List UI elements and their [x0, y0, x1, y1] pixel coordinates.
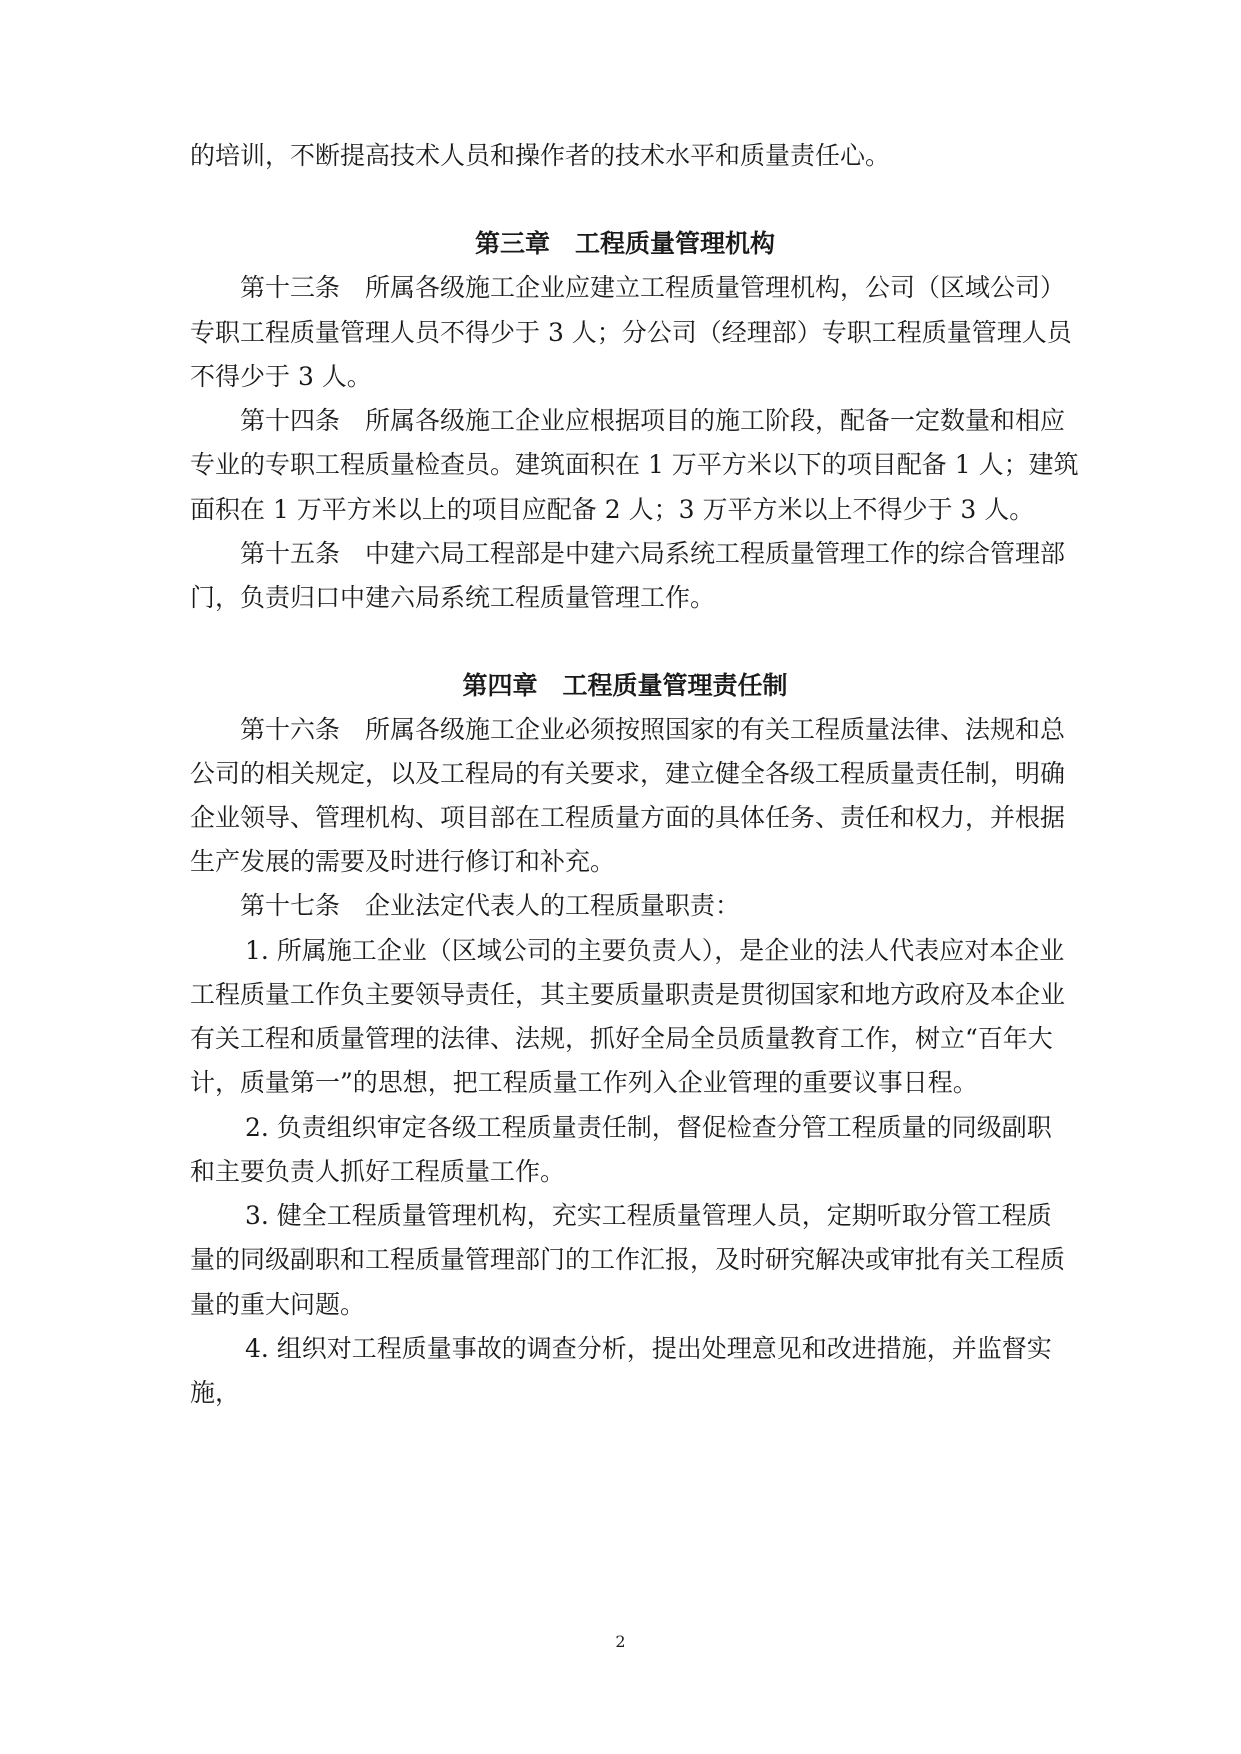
- article-14-line-3: 面积在 1 万平方米以上的项目应配备 2 人；3 万平方米以上不得少于 3 人。: [190, 495, 1035, 524]
- page-number: 2: [615, 1632, 626, 1651]
- article-14-line-1: 第十四条 所属各级施工企业应根据项目的施工阶段，配备一定数量和相应: [240, 406, 1066, 435]
- item-1-line-1: 1. 所属施工企业（区域公司的主要负责人），是企业的法人代表应对本企业: [245, 936, 1065, 965]
- article-15-line-1: 第十五条 中建六局工程部是中建六局系统工程质量管理工作的综合管理部: [240, 539, 1066, 568]
- chapter-3-heading: 第三章 工程质量管理机构: [474, 229, 775, 258]
- item-2-line-2: 和主要负责人抓好工程质量工作。: [190, 1157, 566, 1186]
- item-1-line-4: 计，质量第一”的思想，把工程质量工作列入企业管理的重要议事日程。: [190, 1068, 978, 1097]
- article-16-line-2: 公司的相关规定，以及工程局的有关要求，建立健全各级工程质量责任制，明确: [190, 759, 1066, 788]
- item-3-line-2: 量的同级副职和工程质量管理部门的工作汇报，及时研究解决或审批有关工程质: [190, 1245, 1066, 1274]
- article-13-line-3: 不得少于 3 人。: [190, 362, 372, 391]
- item-3-line-3: 量的重大问题。: [190, 1290, 366, 1319]
- paragraph-continuation: 的培训，不断提高技术人员和操作者的技术水平和质量责任心。: [190, 141, 891, 170]
- item-2-line-1: 2. 负责组织审定各级工程质量责任制，督促检查分管工程质量的同级副职: [245, 1113, 1052, 1142]
- article-15-line-2: 门，负责归口中建六局系统工程质量管理工作。: [190, 583, 716, 612]
- article-13-line-1: 第十三条 所属各级施工企业应建立工程质量管理机构，公司（区域公司）: [240, 273, 1066, 302]
- item-4-line-1: 4. 组织对工程质量事故的调查分析，提出处理意见和改进措施，并监督实: [245, 1334, 1052, 1363]
- article-13-line-2: 专职工程质量管理人员不得少于 3 人；分公司（经理部）专职工程质量管理人员: [190, 318, 1072, 347]
- chapter-4-heading: 第四章 工程质量管理责任制: [462, 671, 788, 700]
- item-1-line-3: 有关工程和质量管理的法律、法规，抓好全局全员质量教育工作，树立“百年大: [190, 1024, 1053, 1053]
- article-16-line-4: 生产发展的需要及时进行修订和补充。: [190, 847, 616, 876]
- article-16-line-1: 第十六条 所属各级施工企业必须按照国家的有关工程质量法律、法规和总: [240, 715, 1066, 744]
- item-4-line-2: 施，: [190, 1378, 241, 1407]
- item-1-line-2: 工程质量工作负主要领导责任，其主要质量职责是贯彻国家和地方政府及本企业: [190, 980, 1066, 1009]
- article-16-line-3: 企业领导、管理机构、项目部在工程质量方面的具体任务、责任和权力，并根据: [190, 803, 1066, 832]
- article-17-line-1: 第十七条 企业法定代表人的工程质量职责：: [240, 891, 741, 920]
- article-14-line-2: 专业的专职工程质量检查员。建筑面积在 1 万平方米以下的项目配备 1 人；建筑: [190, 450, 1079, 479]
- item-3-line-1: 3. 健全工程质量管理机构，充实工程质量管理人员，定期听取分管工程质: [245, 1201, 1052, 1230]
